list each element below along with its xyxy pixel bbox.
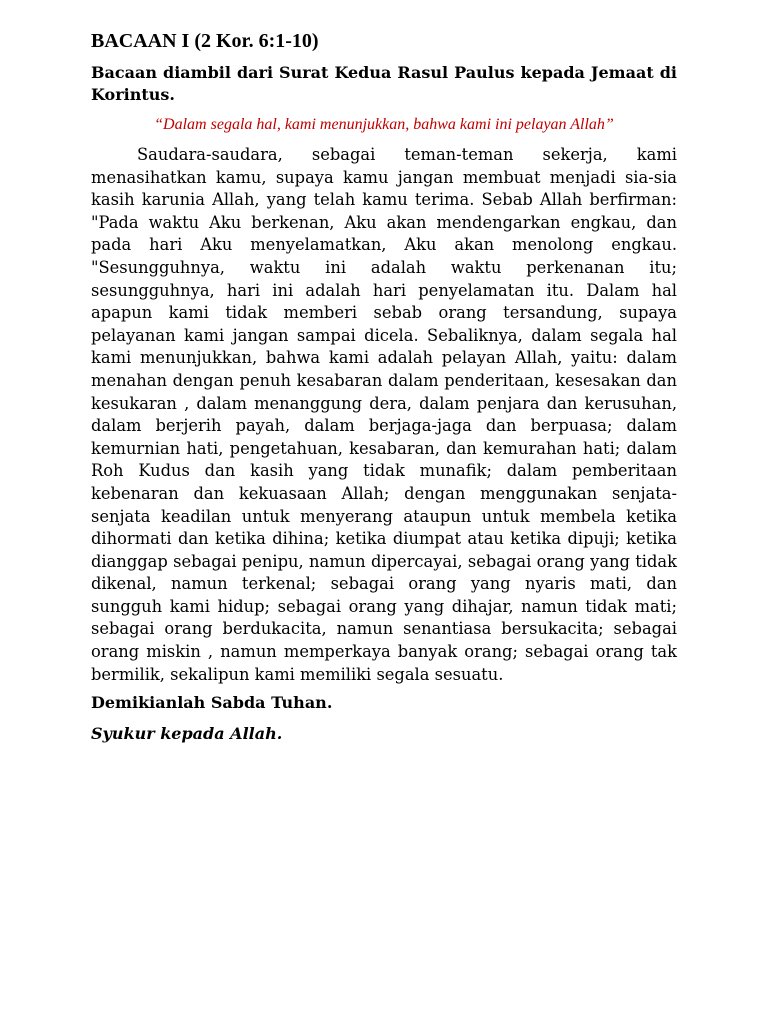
- reading-quote: “Dalam segala hal, kami menunjukkan, bahwa kami ini pelayan Allah”: [154, 116, 614, 133]
- reading-intro: Bacaan diambil dari Surat Kedua Rasul Paulus kepada Jemaat di Korintus.: [91, 63, 677, 104]
- reading-closing: Demikianlah Sabda Tuhan.: [91, 693, 333, 713]
- reading-heading: BACAAN I (2 Kor. 6:1-10): [91, 30, 319, 52]
- reading-body: Saudara-saudara, sebagai teman-teman sekerja, kami menasihatkan kamu, supaya kamu jangan membuat menjadi sia-sia kasih karunia Allah, yang telah kamu terima. Sebab Allah berfirman: "Pada waktu Aku berkenan, Aku akan mendengarkan engkau, dan pada hari Aku menyelamatkan, Aku akan menolong engkau. "Sesungguhnya, waktu ini adalah waktu perkenanan itu; sesungguhnya, hari ini adalah hari penyelamatan itu. Dalam hal apapun kami tidak memberi sebab orang tersandung, supaya pelayanan kami jangan sampai dicela. Sebaliknya, dalam segala hal kami menunjukkan, bahwa kami adalah pelayan Allah, yaitu: dalam menahan dengan penuh kesabaran dalam penderitaan, kesesakan dan kesukaran , dalam menanggung dera, dalam penjara dan kerusuhan, dalam berjerih payah, dalam berjaga-jaga dan berpuasa; dalam kemurnian hati, pengetahuan, kesabaran, dan kemurahan hati; dalam Roh Kudus dan kasih yang tidak munafik; dalam pemberitaan kebenaran dan kekuasaan Allah; dengan menggunakan senjata-senjata keadilan untuk menyerang ataupun untuk membela ketika dihormati dan ketika dihina; ketika diumpat atau ketika dipuji; ketika dianggap sebagai penipu, namun dipercayai, sebagai orang yang tidak dikenal, namun terkenal; sebagai orang yang nyaris mati, dan sungguh kami hidup; sebagai orang yang dihajar, namun tidak mati; sebagai orang berdukacita, namun senantiasa bersukacita; sebagai orang miskin , namun memperkaya banyak orang; sebagai orang tak bermilik, sekalipun kami memiliki segala sesuatu.: [91, 145, 677, 684]
- reading-response: Syukur kepada Allah.: [91, 724, 283, 744]
- reading-page: [91, 29, 677, 745]
